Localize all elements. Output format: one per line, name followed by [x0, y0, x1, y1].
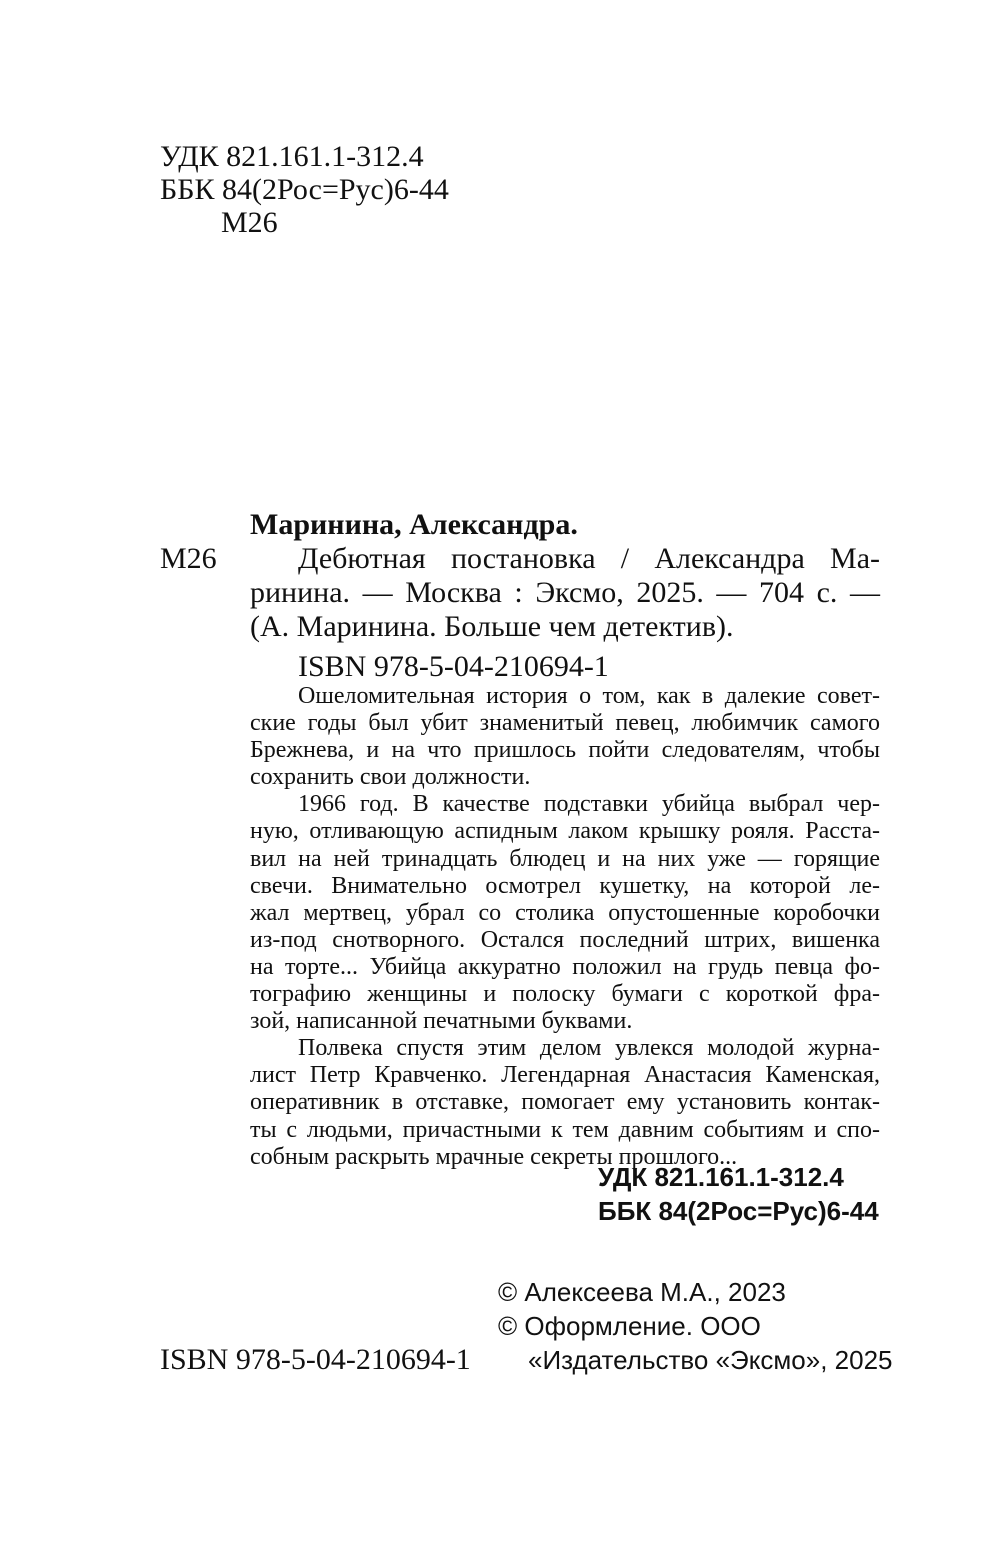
bbk-code: ББК 84(2Рос=Рус)6-44 — [598, 1196, 879, 1226]
annotation-line: ские годы был убит знаменитый певец, любимчик самого — [250, 710, 880, 737]
annotation-line: ты с людьми, причастными к тем давним событиям и спо- — [250, 1116, 880, 1143]
catalog-entry-isbn: ISBN 978-5-04-210694-1 — [298, 650, 609, 683]
copyright-line: «Издательство «Эксмо», 2025 — [528, 1345, 893, 1375]
udk-code: УДК 821.161.1-312.4 — [160, 140, 424, 173]
bottom-classification-codes — [598, 1160, 879, 1228]
catalog-entry-author: Маринина, Александра. — [250, 508, 578, 541]
annotation-line: лист Петр Кравченко. Легендарная Анастасия Каменская, — [250, 1062, 880, 1089]
annotation-line: ную, отливающую аспидным лаком крышку рояля. Расста- — [250, 818, 880, 845]
udk-code: УДК 821.161.1-312.4 — [598, 1162, 844, 1192]
annotation-line: свечи. Внимательно осмотрел кушетку, на которой ле- — [250, 872, 880, 899]
annotation-line: из-под снотворного. Остался последний штрих, вишенка — [250, 926, 880, 953]
isbn-code: ISBN 978-5-04-210694-1 — [160, 1343, 471, 1376]
top-classification-codes — [160, 140, 449, 239]
description-line: (А. Маринина. Больше чем детектив). — [250, 610, 734, 643]
description-line: Дебютная постановка / Александра Ма- — [298, 542, 880, 575]
annotation-line: зой, написанной печатными буквами. — [250, 1008, 633, 1035]
annotation-line: оперативник в отставке, помогает ему установить контак- — [250, 1089, 880, 1116]
description-line: ринина. — Москва : Эксмо, 2025. — 704 с. — — [250, 576, 880, 609]
copyright-line: © Алексеева М.А., 2023 — [498, 1277, 786, 1307]
annotation-line: на торте... Убийца аккуратно положил на грудь певца фо- — [250, 953, 880, 980]
copyright-line: © Оформление. ООО — [498, 1311, 761, 1341]
annotation-line: 1966 год. В качестве подставки убийца выбрал чер- — [298, 791, 880, 818]
annotation-line: жал мертвец, убрал со столика опустошенные коробочки — [250, 899, 880, 926]
annotation-line: Брежнева, и на что пришлось пойти следователям, чтобы — [250, 737, 880, 764]
annotation-line: сохранить свои должности. — [250, 764, 531, 791]
annotation-line: тографию женщины и полоску бумаги с короткой фра- — [250, 981, 880, 1008]
annotation — [250, 683, 880, 1171]
catalog-entry-author-mark: М26 — [160, 542, 217, 575]
copyright-block — [498, 1275, 893, 1377]
annotation-line: Ошеломительная история о том, как в далекие совет- — [298, 683, 880, 709]
annotation-line: вил на ней тринадцать блюдец и на них уже — горящие — [250, 845, 880, 872]
catalog-entry-description — [250, 542, 880, 644]
annotation-line: собным раскрыть мрачные секреты прошлого... — [250, 1143, 738, 1170]
author-mark: М26 — [221, 206, 278, 239]
annotation-line: Полвека спустя этим делом увлекся молодой журна- — [298, 1035, 880, 1062]
bbk-code: ББК 84(2Рос=Рус)6-44 — [160, 173, 449, 206]
